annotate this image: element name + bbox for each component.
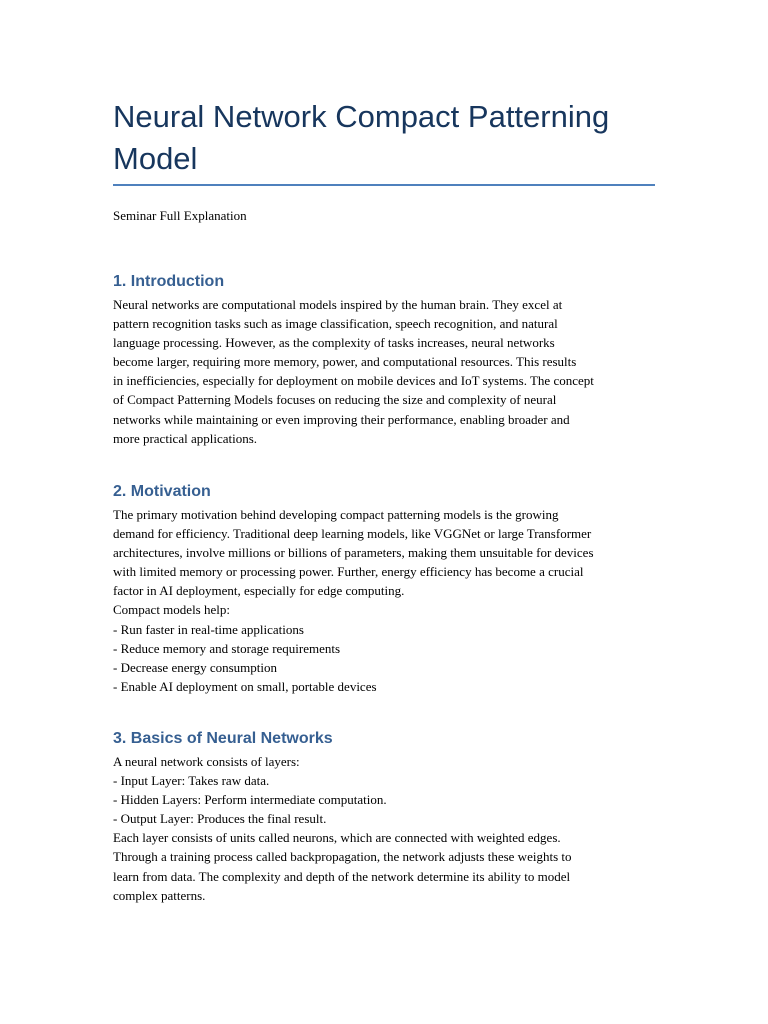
list-item: - Output Layer: Produces the final result. [113, 811, 327, 827]
text-line: Neural networks are computational models inspired by the human brain. They excel at [113, 297, 563, 312]
text-line: Through a training process called backpropagation, the network adjusts these weights to [113, 849, 572, 865]
title-underline [113, 184, 655, 186]
document-subtitle: Seminar Full Explanation [113, 208, 247, 223]
text-line: more practical applications. [113, 430, 258, 446]
text-line: learn from data. The complexity and depth of the network determine its ability to model [113, 868, 571, 884]
section-heading: 1. Introduction [113, 273, 225, 290]
list-item: - Hidden Layers: Perform intermediate computation. [113, 792, 387, 808]
text-line: Compact models help: [113, 602, 230, 618]
text-line: with limited memory or processing power. Further, energy efficiency has become a crucial [113, 564, 584, 580]
text-line: factor in AI deployment, especially for edge computing. [113, 583, 405, 599]
text-line: The primary motivation behind developing compact patterning models is the growing [113, 507, 559, 522]
text-line: demand for efficiency. Traditional deep learning models, like VGGNet or large Transformer [113, 526, 592, 542]
section-body [113, 752, 655, 905]
list-item: - Enable AI deployment on small, portable devices [113, 678, 377, 694]
section-basics [113, 728, 655, 905]
document-title: Neural Network Compact Patterning Model [113, 99, 610, 176]
text-line: of Compact Patterning Models focuses on reducing the size and complexity of neural [113, 392, 557, 408]
text-line: complex patterns. [113, 887, 206, 903]
section-heading: 2. Motivation [113, 483, 211, 500]
text-line: A neural network consists of layers: [113, 754, 300, 769]
list-item: - Input Layer: Takes raw data. [113, 773, 270, 789]
text-line: networks while maintaining or even improving their performance, enabling broader and [113, 411, 570, 427]
text-line: pattern recognition tasks such as image classification, speech recognition, and natural [113, 316, 558, 332]
text-line: language processing. However, as the complexity of tasks increases, neural networks [113, 335, 555, 351]
list-item: - Decrease energy consumption [113, 659, 278, 675]
list-item: - Reduce memory and storage requirements [113, 640, 341, 656]
text-line: architectures, involve millions or billions of parameters, making them unsuitable for devices [113, 545, 594, 561]
text-line: in inefficiencies, especially for deployment on mobile devices and IoT systems. The concept [113, 373, 594, 389]
section-heading: 3. Basics of Neural Networks [113, 730, 333, 747]
document-page [113, 96, 655, 903]
section-motivation [113, 481, 655, 696]
text-line: become larger, requiring more memory, power, and computational resources. This results [113, 354, 577, 370]
section-introduction [113, 271, 655, 448]
list-item: - Run faster in real-time applications [113, 621, 304, 637]
text-line: Each layer consists of units called neurons, which are connected with weighted edges. [113, 830, 561, 846]
section-body [113, 505, 655, 696]
section-body [113, 295, 655, 448]
